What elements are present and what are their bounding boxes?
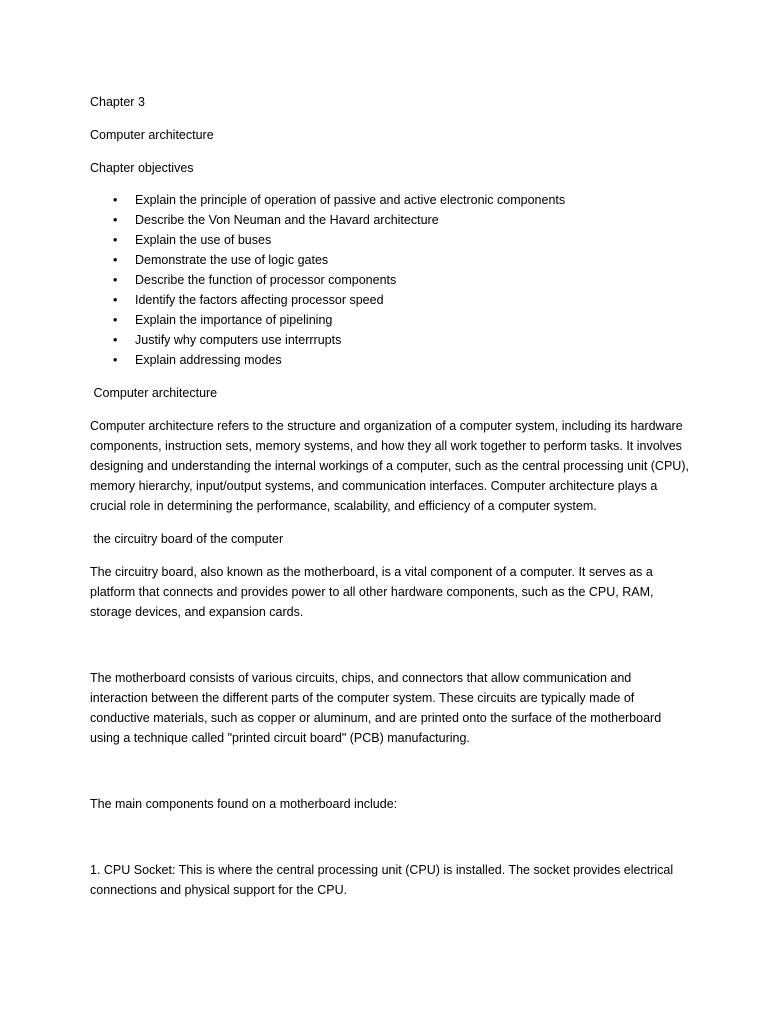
motherboard-paragraph-2: The motherboard consists of various circuits, chips, and connectors that allow communication and interaction between the different parts of the computer system. These circuits are typically made of conductive materials, such as copper or aluminum, and are printed onto the surface of the motherboard using a technique called "printed circuit board" (PCB) manufacturing. (90, 671, 662, 745)
motherboard-paragraph-1: The circuitry board, also known as the motherboard, is a vital component of a computer. It serves as a platform that connects and provides power to all other hardware components, such as the CPU, RAM, storage devices, and expansion cards. (90, 565, 654, 619)
objective-text: Identify the factors affecting processor speed (135, 293, 384, 307)
objective-text: Explain the use of buses (135, 233, 272, 247)
bullet-icon: • (113, 213, 118, 227)
objective-item (90, 230, 690, 250)
objective-text: Explain addressing modes (135, 353, 282, 367)
components-intro: The main components found on a motherboard include: (90, 797, 398, 811)
bullet-icon: • (113, 193, 118, 207)
objective-item (90, 210, 690, 230)
chapter-label: Chapter 3 (90, 95, 145, 109)
document-title: Computer architecture (90, 128, 214, 142)
section-heading-architecture: Computer architecture (90, 386, 218, 400)
objectives-list (90, 190, 690, 370)
objective-text: Demonstrate the use of logic gates (135, 253, 329, 267)
objectives-heading: Chapter objectives (90, 161, 194, 175)
objective-text: Explain the principle of operation of passive and active electronic components (135, 193, 566, 207)
objective-item (90, 310, 690, 330)
objective-item (90, 330, 690, 350)
objective-text: Justify why computers use interrrupts (135, 333, 342, 347)
bullet-icon: • (113, 253, 118, 267)
document-body (90, 92, 690, 900)
bullet-icon: • (113, 333, 118, 347)
section-heading-circuitry-board: the circuitry board of the computer (90, 532, 284, 546)
objective-item (90, 190, 690, 210)
architecture-paragraph: Computer architecture refers to the structure and organization of a computer system, including its hardware components, instruction sets, memory systems, and how they all work together to perform tasks. It involves designing and understanding the internal workings of a computer, such as the central processing unit (CPU), memory hierarchy, input/output systems, and communication interfaces. Computer architecture plays a crucial role in determining the performance, scalability, and efficiency of a computer system. (90, 419, 689, 513)
objective-text: Describe the function of processor components (135, 273, 397, 287)
objective-item (90, 290, 690, 310)
objective-item (90, 350, 690, 370)
objective-item (90, 250, 690, 270)
bullet-icon: • (113, 353, 118, 367)
objective-text: Explain the importance of pipelining (135, 313, 333, 327)
component-cpu-socket: 1. CPU Socket: This is where the central processing unit (CPU) is installed. The socket provides electrical connections and physical support for the CPU. (90, 863, 674, 897)
bullet-icon: • (113, 293, 118, 307)
bullet-icon: • (113, 313, 118, 327)
bullet-icon: • (113, 273, 118, 287)
objective-text: Describe the Von Neuman and the Havard architecture (135, 213, 439, 227)
bullet-icon: • (113, 233, 118, 247)
objective-item (90, 270, 690, 290)
